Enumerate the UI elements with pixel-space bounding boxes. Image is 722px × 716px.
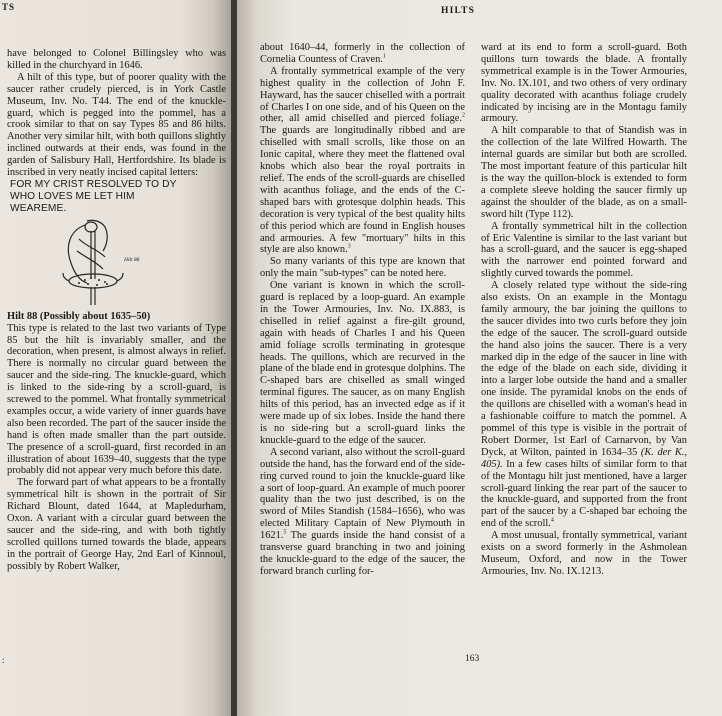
paragraph: The forward part of what appears to be a frontally symmetrical hilt is shown in the portrait of Sir Richard Blount, dated 1644, at Mapledurham, Oxon. A variant with a circular guard between the saucer and the side-ring, and with both tightly scrolled quillons turned towards the blade, appears in the portrait of George Hay, 2nd Earl of Kinnoul, possibly by Robert Walker,: [7, 477, 226, 572]
paragraph: A closely related type without the side-ring also exists. On an example in the Montagu family armoury, the bar joining the quillons to the saucer divides into two curls before they join the edge of the saucer. The scroll-guard outside the hand also joins the saucer. There is a very marked dip in the edge of the saucer in line with the edge of the blade on each side, dividing it into a larger lobe outside the hand and a smaller one inside. The pyramidal knobs on the ends of the quillons are chiselled with a woman's head in a fashionable coiffure to match the pommel. A pommel of this type is visible in the portrait of Robert Dormer, 1st Earl of Carnarvon, by Van Dyck, at Wilton, painted in 1634–35 (K. der K., 405). In a few cases hilts of similar form to that of the Montagu hilt just mentioned, have a larger scroll-guard linking the rear part of the saucer to the knuckle-guard, and supported from the front part of the saucer by a C-shaped bar echoing the end of the scroll.$^4$: [481, 280, 687, 530]
inscription-line: FOR MY CRIST RESOLVED TO DY: [10, 178, 177, 190]
right-page: [237, 0, 722, 716]
paragraph: about 1640–44, formerly in the collection of Cornelia Countess of Craven.$^1$: [260, 42, 465, 65]
paragraph: A frontally symmetrical hilt in the collection of Eric Valentine is similar to the last variant but has a scroll-guard, and the saucer is egg-shaped with the narrower end pointed forward and slightly curved towards the pommel.: [481, 220, 687, 280]
paragraph: ward at its end to form a scroll-guard. Both quillons turn towards the blade. A frontally symmetrical example is in the Tower Armouries, Inv. No. IX.101, and two others of very ordinary quality decorated with acanthus foliage crudely indicated by incising are in the Montagu family armoury.: [481, 42, 687, 125]
margin-mark: :: [2, 655, 5, 665]
paragraph: So many variants of this type are known that only the main "sub-types" can be noted here.: [260, 256, 465, 280]
running-header: HILTS: [441, 6, 476, 16]
section-heading: Hilt 88 (Possibly about 1635–50): [7, 310, 151, 322]
paragraph: A frontally symmetrical example of the very highest quality in the collection of John F. Hayward, has the saucer chiselled with a portrait of Charles I on one side, and of his Queen on the other, all amid chiselled and pierced foliage.$^2$ The guards are longitudinally ribbed and are chiselled with small scrolls, like those on an Ionic capital, where they meet the flattened oval knobs which also bear the royal portraits in relief. The ends of the scroll-guards are chiselled with acanthus foliage, and the ends of the C-shaped bars with grotesque dolphin heads. This decoration is very typical of the best quality hilts of this period which are found in English houses and armouries. A few "mortuary" hilts in this style are also known.$^3$: [260, 65, 465, 256]
page-number: 163: [465, 654, 480, 664]
figure-caption: Hilt 88: [124, 256, 140, 263]
left-page: [0, 0, 231, 716]
running-header-fragment: TS: [2, 2, 16, 12]
footnote-ref: 3: [347, 243, 351, 250]
hilt-illustration: [7, 217, 226, 309]
footnote-ref: 1: [382, 53, 386, 60]
paragraph: A hilt comparable to that of Standish was in the collection of the late Wilfred Howarth. The internal guards are similar but both are scrolled. The most important feature of this particular hilt is the way the quillon-block is extended to form a complete sleeve holding the saucer firmly up against the shoulder of the blade, as on a small-sword hilt (Type 112).: [481, 125, 687, 220]
footnote-ref: 2: [462, 112, 465, 119]
paragraph: A most unusual, frontally symmetrical, variant exists on a sword formerly in the Ashmolean Museum, Oxford, and now in the Tower Armouries, Inv. No. IX.1213.: [481, 530, 687, 577]
paragraph: One variant is known in which the scroll-guard is replaced by a loop-guard. An example in the Tower Armouries, Inv. No. IX.883, is chiselled in relief against a fire-gilt ground, again with heads of Charles I and his Queen amid foliage scrolls terminating in grotesque heads. The quillons, which are recurved in the plane of the blade end in grotesque dolphins. The C-shaped bars are chiselled as small winged terminal figures. The saucer, as on many English hilts of this period, has an invected edge as if it were made up of six lobes. Inside the hand there is no side-ring but a scroll-guard links the knuckle-guard to the edge of the saucer.: [260, 280, 465, 446]
reference: (K. der K., 405).: [481, 446, 687, 470]
right-column-2: [481, 42, 687, 578]
footnote-ref: 5: [283, 529, 287, 536]
footnote-ref: 4: [550, 517, 554, 524]
hilt-drawing: [57, 217, 127, 307]
paragraph: have belonged to Colonel Billingsley who was killed in the churchyard in 1646.: [7, 48, 226, 71]
paragraph: This type is related to the last two variants of Type 85 but the hilt is invariably smaller, and the decoration, when present, is almost always in relief. There is normally no circular guard between the saucer and the side-ring. The knuckle-guard, which is linked to the side-ring by a scroll-guard, is screwed to the pommel. What frontally symmetrical examples occur, a wide variety of inner guards have also been recorded. The part of the saucer inside the hand is often made smaller than the part outside. The presence of a scroll-guard, first recorded in an illustration of about 1639–40, suggests that the type probably did not appear very much before this date.: [7, 322, 226, 477]
paragraph: A hilt of this type, but of poorer quality with the saucer rather crudely pierced, is in York Castle Museum, Inv. No. T44. The end of the knuckle-guard, which is pegged into the pommel, has a crook similar to that on say Types 85 and 86 hilts. Another very similar hilt, with both quillons slightly inclined outwards at their ends, was found in the garden of Salisbury Hall, Hertfordshire. Its blade is inscribed in very neatly incised capital letters:: [7, 71, 226, 179]
inscription-line: WEAREME.: [10, 202, 67, 214]
right-column-1: [260, 42, 465, 578]
inscription-line: WHO LOVES ME LET HIM: [10, 190, 135, 202]
paragraph: A second variant, also without the scroll-guard outside the hand, has the forward end of the side-ring curved round to join the knuckle-guard like a sort of loop-guard. An example of much poorer quality than the two just described, is on the sword of Miles Standish (1584–1656), who was elected Military Captain of New Plymouth in 1621.$^5$ The guards inside the hand consist of a transverse guard branching in two and joining the knuckle-guard to the edge of the saucer, the forward branch curling for-: [260, 446, 465, 577]
left-page-text: [7, 48, 226, 573]
